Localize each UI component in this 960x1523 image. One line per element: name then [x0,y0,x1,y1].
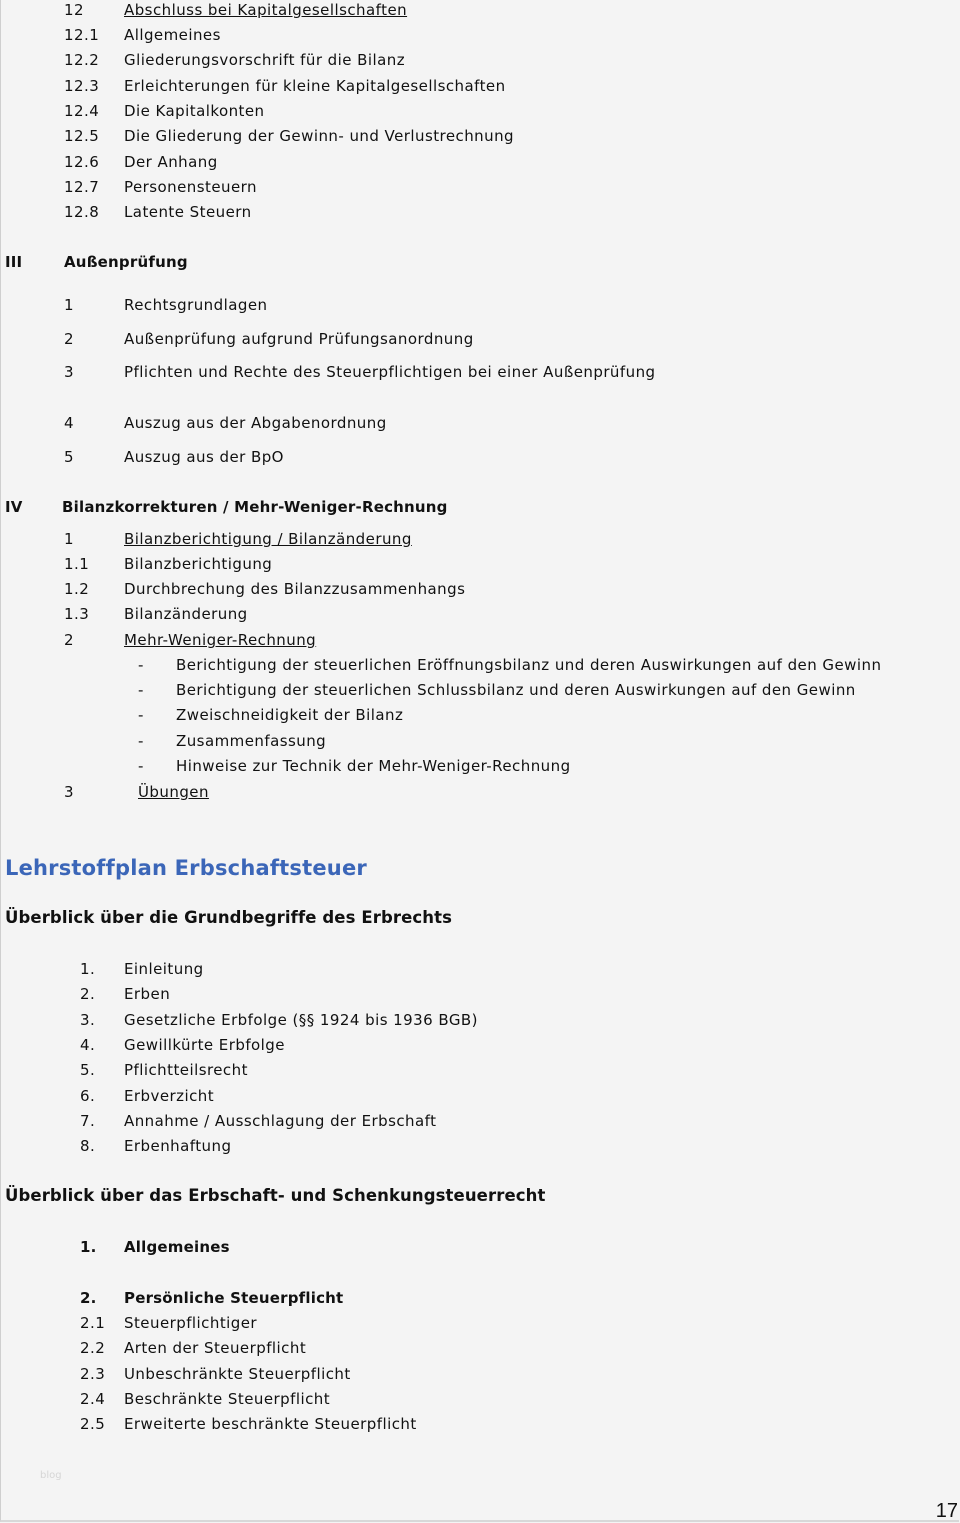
item-number: 3. [80,1010,96,1029]
item-number: 12.2 [64,51,100,69]
item-label: Auszug aus der BpO [124,448,284,466]
item-number: 5 [64,448,74,466]
item-number: 2. [80,985,96,1004]
item-label: Allgemeines [124,26,221,44]
bullet-item: Berichtigung der steuerlichen Schlussbilanz und deren Auswirkungen auf den Gewinn [176,681,856,699]
section-numeral: III [5,253,23,271]
item-number: 12.1 [64,26,100,44]
item-label: Rechtsgrundlagen [124,296,268,314]
section-heading: Lehrstoffplan Erbschaftsteuer [5,856,367,880]
item-number: 12.7 [64,178,100,196]
section-title: Bilanzkorrekturen / Mehr-Weniger-Rechnung [62,498,448,516]
item-number: 6. [80,1086,96,1105]
item-number: 3 [64,783,74,801]
item-label: Erbverzicht [124,1086,215,1105]
item-number: 4. [80,1035,96,1054]
subsection-title: Überblick über die Grundbegriffe des Erbrechts [5,908,453,927]
item-number: 1.2 [64,580,90,598]
item-number: 2.4 [80,1390,106,1408]
item-label: Annahme / Ausschlagung der Erbschaft [124,1111,437,1130]
item-number: 7. [80,1111,96,1130]
bullet-item: Zusammenfassung [176,732,327,750]
item-number: 12.4 [64,102,100,120]
item-label: Arten der Steuerpflicht [124,1339,307,1357]
item-label: Persönliche Steuerpflicht [124,1289,344,1307]
item-number: 1.3 [64,605,90,623]
item-label: Übungen [138,783,209,801]
item-label: Einleitung [124,960,204,978]
item-label: Allgemeines [124,1238,230,1256]
item-label: Pflichten und Rechte des Steuerpflichtigen bei einer Außenprüfung [124,363,656,381]
item-number: 12 [64,1,84,19]
item-number: 1. [80,960,96,978]
item-label: Die Gliederung der Gewinn- und Verlustrechnung [124,127,515,145]
section-title: Außenprüfung [64,253,188,271]
item-number: 2.2 [80,1339,106,1357]
item-label: Der Anhang [124,153,218,171]
item-label: Personensteuern [124,178,257,196]
item-label: Abschluss bei Kapitalgesellschaften [124,1,408,19]
bullet-item: Hinweise zur Technik der Mehr-Weniger-Rechnung [176,757,571,775]
item-number: 2 [64,631,74,649]
watermark: blog [40,1470,62,1481]
item-number: 1 [64,296,74,314]
item-label: Gliederungsvorschrift für die Bilanz [124,51,406,69]
bullet-item: Zweischneidigkeit der Bilanz [176,706,404,724]
item-number: 4 [64,414,74,432]
item-number: 1 [64,530,74,548]
item-label: Steuerpflichtiger [124,1314,258,1332]
item-label: Die Kapitalkonten [124,102,265,120]
item-number: 2.5 [80,1415,106,1433]
item-label: Gesetzliche Erbfolge (§§ 1924 bis 1936 BGB) [124,1010,478,1029]
item-number: 1.1 [64,555,90,573]
item-label: Bilanzänderung [124,605,248,623]
item-label: Latente Steuern [124,203,252,221]
item-label: Erbenhaftung [124,1137,232,1156]
item-label: Erweiterte beschränkte Steuerpflicht [124,1415,417,1433]
item-label: Gewillkürte Erbfolge [124,1035,285,1054]
item-label: Außenprüfung aufgrund Prüfungsanordnung [124,330,474,348]
item-label: Mehr-Weniger-Rechnung [124,631,317,649]
bullet-marker: - [138,706,144,724]
item-number: 2.1 [80,1314,106,1332]
item-label: Beschränkte Steuerpflicht [124,1390,331,1408]
item-label: Durchbrechung des Bilanzzusammenhangs [124,580,466,598]
item-number: 5. [80,1061,96,1080]
item-label: Erleichterungen für kleine Kapitalgesellschaften [124,77,506,95]
item-number: 12.3 [64,77,100,95]
bullet-marker: - [138,757,144,775]
bullet-marker: - [138,681,144,699]
bullet-item: Berichtigung der steuerlichen Eröffnungsbilanz und deren Auswirkungen auf den Gewinn [176,656,882,674]
item-label: Pflichtteilsrecht [124,1061,248,1080]
page-number: 17 [935,1500,958,1522]
item-number: 3 [64,363,74,381]
bullet-marker: - [138,656,144,674]
item-label: Unbeschränkte Steuerpflicht [124,1365,351,1383]
item-label: Auszug aus der Abgabenordnung [124,414,387,432]
item-label: Bilanzberichtigung / Bilanzänderung [124,530,412,548]
item-number: 2 [64,330,74,348]
item-number: 1. [80,1238,97,1256]
item-number: 2. [80,1289,97,1307]
subsection-title: Überblick über das Erbschaft- und Schenkungsteuerrecht [5,1186,546,1205]
item-label: Erben [124,985,171,1004]
item-number: 8. [80,1137,96,1156]
item-number: 12.8 [64,203,100,221]
item-number: 2.3 [80,1365,106,1383]
item-number: 12.5 [64,127,100,145]
section-numeral: IV [5,498,23,516]
item-label: Bilanzberichtigung [124,555,273,573]
item-number: 12.6 [64,153,100,171]
bullet-marker: - [138,732,144,750]
